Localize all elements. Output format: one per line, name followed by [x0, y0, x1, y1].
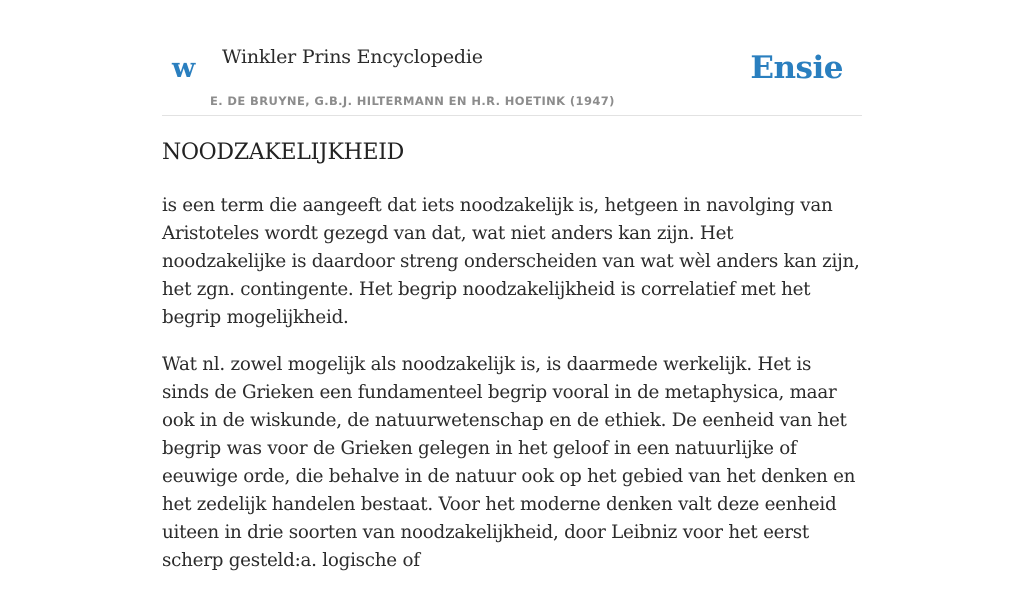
paragraph: is een term die aangeeft dat iets noodzakelijk is, hetgeen in navolging van Aristoteles wordt gezegd van dat, wat niet anders kan zijn. Het noodzakelijke is daardoor streng onderscheiden van wat wèl anders kan zijn, het zgn. contingente. Het begrip noodzakelijkheid is correlatief met het begrip mogelijkheid. — [162, 195, 860, 328]
article-body — [162, 192, 862, 594]
source-title[interactable]: Winkler Prins Encyclopedie — [222, 46, 483, 68]
paragraph: Wat nl. zowel mogelijk als noodzakelijk is, is daarmede werkelijk. Het is sinds de Grieken een fundamenteel begrip vooral in de metaphysica, maar ook in de wiskunde, de natuurwetenschap en de ethiek. De eenheid van het begrip was voor de Grieken gelegen in het geloof in een natuurlijke of eeuwige orde, die behalve in de natuur ook op het gebied van het denken en het zedelijk handelen bestaat. Voor het moderne denken valt deze eenheid uiteen in drie soorten van noodzakelijkheid, door Leibniz voor het eerst scherp gesteld:a. logische of — [162, 354, 856, 571]
authors-line: E. DE BRUYNE, G.B.J. HILTERMANN EN H.R. HOETINK (1947) — [210, 94, 615, 108]
article-title: NOODZAKELIJKHEID — [162, 140, 404, 165]
header — [162, 36, 862, 116]
ensie-logo[interactable]: Ensie — [750, 50, 843, 86]
winkler-prins-logo[interactable]: w — [172, 53, 196, 84]
